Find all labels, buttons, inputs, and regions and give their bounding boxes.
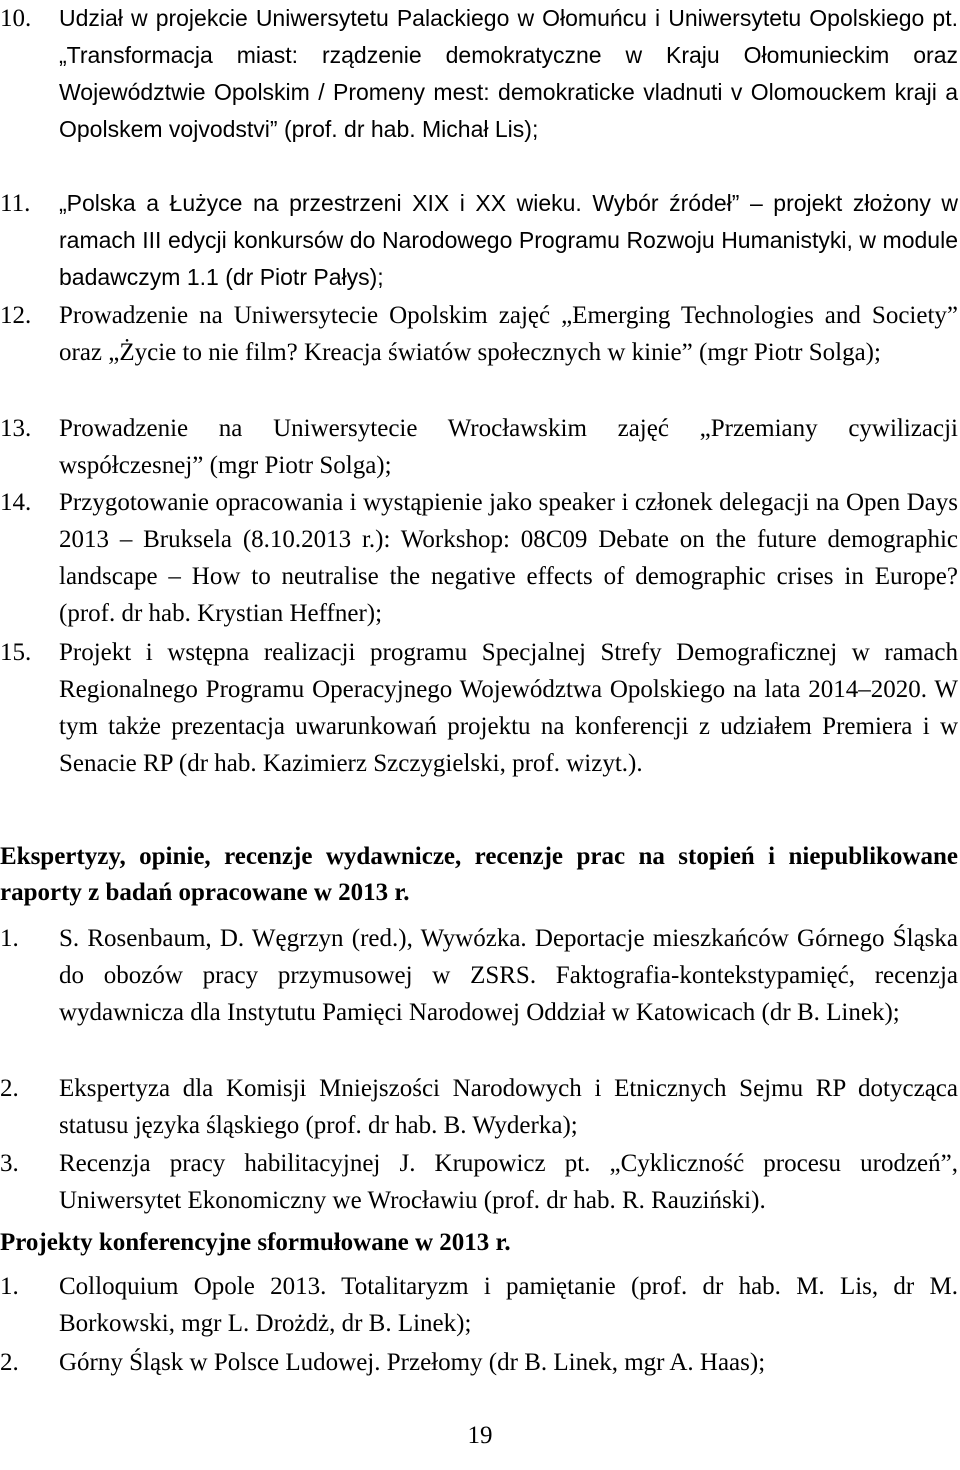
list-number: 2. [0,1349,19,1376]
list-text: Recenzja pracy habilitacyjnej J. Krupowicz pt. „Cykliczność procesu urodzeń”, Uniwersytet Ekonomiczny we Wrocławiu (prof. dr hab. R. Rauziński). [59,1150,958,1214]
list-text: „Polska a Łużyce na przestrzeni XIX i XX wieku. Wybór źródeł” – projekt złożony w ramach III edycji konkursów do Narodowego Programu Rozwoju Humanistyki, w module badawczym 1.1 (dr Piotr Pałys); [59,190,958,290]
list-number: 3. [0,1150,19,1177]
list-text: Colloquium Opole 2013. Totalitaryzm i pamiętanie (prof. dr hab. M. Lis, dr M. Borkowski, mgr L. Drożdż, dr B. Linek); [59,1273,958,1337]
list-text: Prowadzenie na Uniwersytecie Opolskim zajęć „Emerging Technologies and Society” oraz „Życie to nie film? Kreacja światów społecznych w kinie” (mgr Piotr Solga); [59,302,958,366]
list-text: Przygotowanie opracowania i wystąpienie jako speaker i członek delegacji na Open Days 2013 – Bruksela (8.10.2013 r.): Workshop: 08C09 Debate on the future demographic landscape – How to neutralise the negative effects of demographic crises in Europe? (prof. dr hab. Krystian Heffner); [59,489,958,627]
list-text: Udział w projekcie Uniwersytetu Palackiego w Ołomuńcu i Uniwersytetu Opolskiego pt. „Transformacja miast: rządzenie demokratyczne w Kraju Ołomunieckim oraz Województwie Opolskim / Promeny mest: demokraticke vladnuti v Olomouckem kraji a Opolskem vojvodstvi” (prof. dr hab. Michał Lis); [59,5,958,142]
list-number: 11. [0,190,31,217]
list-text: Prowadzenie na Uniwersytecie Wrocławskim zajęć „Przemiany cywilizacji współczesnej” (mgr Piotr Solga); [59,415,958,479]
list-text: Ekspertyza dla Komisji Mniejszości Narodowych i Etnicznych Sejmu RP dotycząca statusu języka śląskiego (prof. dr hab. B. Wyderka); [59,1075,958,1139]
page-number: 19 [467,1422,493,1449]
list-number: 10. [0,5,32,32]
section-heading-conferences: Projekty konferencyjne sformułowane w 2013 r. [0,1229,511,1256]
list-number: 1. [0,925,19,952]
section-heading-expertise: Ekspertyzy, opinie, recenzje wydawnicze, recenzje prac na stopień i niepublikowane raporty z badań opracowane w 2013 r. [0,843,958,906]
list-text: Projekt i wstępna realizacji programu Specjalnej Strefy Demograficznej w ramach Regionalnego Programu Operacyjnego Województwa Opolskiego na lata 2014–2020. W tym także prezentacja uwarunkowań projektu na konferencji z udziałem Premiera i w Senacie RP (dr hab. Kazimierz Szczygielski, prof. wizyt.). [59,639,958,777]
list-text: Górny Śląsk w Polsce Ludowej. Przełomy (dr B. Linek, mgr A. Haas); [59,1349,766,1376]
list-number: 15. [0,639,32,666]
list-number: 14. [0,489,32,516]
list-number: 1. [0,1273,19,1300]
list-number: 12. [0,302,32,329]
list-text: S. Rosenbaum, D. Węgrzyn (red.), Wywózka. Deportacje mieszkańców Górnego Śląska do obozów pracy przymusowej w ZSRS. Faktografia-kontekstypamięć, recenzja wydawnicza dla Instytutu Pamięci Narodowej Oddział w Katowicach (dr B. Linek); [59,925,958,1026]
list-number: 13. [0,415,32,442]
list-number: 2. [0,1075,19,1102]
